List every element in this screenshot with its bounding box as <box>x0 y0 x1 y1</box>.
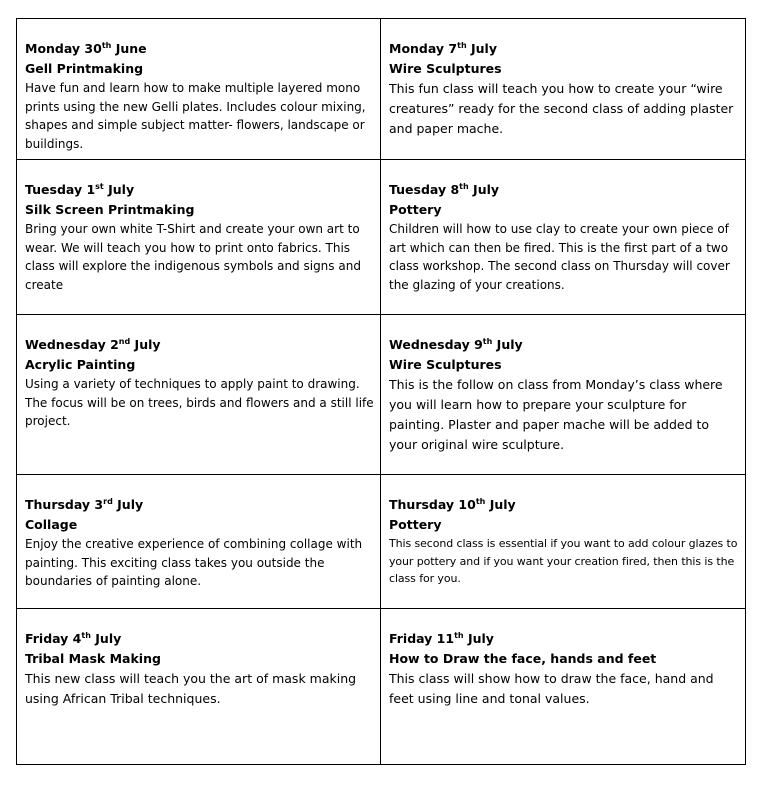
class-date: Tuesday 1st July <box>25 182 135 197</box>
class-schedule-table <box>16 18 746 765</box>
class-date: Friday 11th July <box>389 631 494 646</box>
class-title: Tribal Mask Making <box>25 651 161 666</box>
class-description: This class will show how to draw the face, hand and feet using line and tonal values. <box>389 671 714 706</box>
class-cell <box>381 315 746 475</box>
schedule-row <box>17 475 746 609</box>
class-description: This second class is essential if you want to add colour glazes to your pottery and if you want your creation fired, then this is the class for you. <box>389 537 738 585</box>
class-date: Tuesday 8th July <box>389 182 500 197</box>
class-date: Friday 4th July <box>25 631 122 646</box>
schedule-row <box>17 19 746 160</box>
class-date: Wednesday 9th July <box>389 337 523 352</box>
schedule-row <box>17 315 746 475</box>
class-date: Monday 7th July <box>389 41 497 56</box>
class-date: Thursday 10th July <box>389 497 516 512</box>
schedule-row <box>17 160 746 315</box>
class-title: Collage <box>25 517 78 532</box>
class-title: Pottery <box>389 517 442 532</box>
class-title: Wire Sculptures <box>389 61 502 76</box>
class-date: Wednesday 2nd July <box>25 337 161 352</box>
class-title: Wire Sculptures <box>389 357 502 372</box>
class-description: Enjoy the creative experience of combining collage with painting. This exciting class takes you outside the boundaries of painting alone. <box>25 537 363 588</box>
class-description: Using a variety of techniques to apply paint to drawing. The focus will be on trees, birds and flowers and a still life project. <box>25 377 374 428</box>
class-date: Monday 30th June <box>25 41 147 56</box>
class-cell <box>381 19 746 160</box>
class-description: Children will how to use clay to create your own piece of art which can then be fired. This is the first part of a two class workshop. The second class on Thursday will cover the glazing of your creations. <box>389 222 730 292</box>
class-title: Gell Printmaking <box>25 61 144 76</box>
class-description: Bring your own white T-Shirt and create your own art to wear. We will teach you how to print onto fabrics. This class will explore the indigenous symbols and signs and create <box>25 222 361 292</box>
class-description: This is the follow on class from Monday’s class where you will learn how to prepare your sculpture for painting. Plaster and paper mache will be added to your original wire sculpture. <box>389 377 723 452</box>
class-cell <box>17 315 381 475</box>
class-cell <box>17 475 381 609</box>
schedule-row <box>17 609 746 765</box>
class-description: Have fun and learn how to make multiple layered mono prints using the new Gelli plates. Includes colour mixing, shapes and simple subject matter- flowers, landscape or buildings. <box>25 81 366 151</box>
class-title: Pottery <box>389 202 442 217</box>
class-cell <box>381 160 746 315</box>
class-cell <box>17 160 381 315</box>
class-cell <box>17 19 381 160</box>
class-cell <box>381 475 746 609</box>
class-description: This fun class will teach you how to create your “wire creatures” ready for the second class of adding plaster and paper mache. <box>389 81 734 136</box>
class-date: Thursday 3rd July <box>25 497 144 512</box>
class-title: How to Draw the face, hands and feet <box>389 651 657 666</box>
class-description: This new class will teach you the art of mask making using African Tribal techniques. <box>25 671 357 706</box>
class-title: Acrylic Painting <box>25 357 136 372</box>
class-cell <box>17 609 381 765</box>
class-cell <box>381 609 746 765</box>
class-title: Silk Screen Printmaking <box>25 202 195 217</box>
